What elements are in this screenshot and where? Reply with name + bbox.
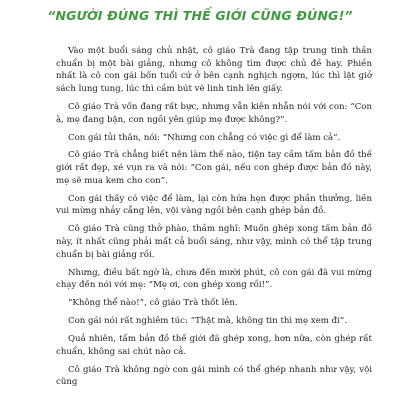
paragraph-10: Quả nhiên, tấm bản đồ thế giới đã ghép xong, hơn nữa, còn ghép rất chuẩn, không sai chút nào cả. bbox=[56, 334, 372, 357]
story-body bbox=[56, 45, 372, 394]
paragraph-8: “Không thể nào!”, cô giáo Trà thốt lên. bbox=[68, 298, 238, 309]
paragraph-6: Cô giáo Trà cũng thở phào, thầm nghĩ: Muốn ghép xong tấm bản đồ này, ít nhất cũng phải mất cả buổi sáng, như vậy, mình có thể tập trung chuẩn bị bài giảng rồi. bbox=[56, 224, 372, 260]
paragraph-3: Con gái tủi thân, nói: “Nhưng con chẳng có việc gì để làm cả”. bbox=[68, 132, 341, 143]
paragraph-2: Cô giáo Trà vốn đang rất bực, nhưng vẫn kiên nhẫn nói với con: “Con à, mẹ đang bận, con ngồi yên giúp mẹ được không?”. bbox=[56, 102, 372, 125]
paragraph-4: Cô giáo Trà chẳng biết nên làm thế nào, tiện tay cầm tấm bản đồ thế giới rất đẹp, xé vụn ra và nói: “Con gái, nếu con ghép được bản đồ này, mẹ sẽ mua kem cho con”. bbox=[56, 150, 372, 186]
paragraph-5: Con gái thấy có việc để làm, lại còn hứa hẹn được phần thưởng, liền vui mừng nhảy cẫng lên, vội vàng ngồi bên cạnh ghép bản đồ. bbox=[56, 193, 372, 217]
story-title: “NGƯỜI ĐÚNG THÌ THẾ GIỚI CŨNG ĐÚNG!” bbox=[47, 8, 353, 23]
paragraph-7: Nhưng, điều bất ngờ là, chưa đến mười phút, cô con gái đã vui mừng chạy đến nói với mẹ: “Mẹ ơi, con ghép xong rồi!”. bbox=[56, 267, 372, 291]
paragraph-11: Cô giáo Trà không ngờ con gái mình có thể ghép nhanh như vậy, vội cũng bbox=[56, 364, 372, 388]
paragraph-1: Vào một buổi sáng chủ nhật, cô giáo Trà đang tập trung tinh thần chuẩn bị một bài giảng, nhưng cô không tìm được chủ đề hay. Phiền nhất là cô con gái bốn tuổi cứ ở bên cạnh nghịch ngợm, lúc thì lật giở sách lung tung, lúc thì cầm bút vẽ linh tinh lên giấy. bbox=[56, 46, 372, 95]
paragraph-9: Con gái nói rất nghiêm túc: “Thật mà, không tin thì mẹ xem đi”. bbox=[68, 316, 348, 327]
